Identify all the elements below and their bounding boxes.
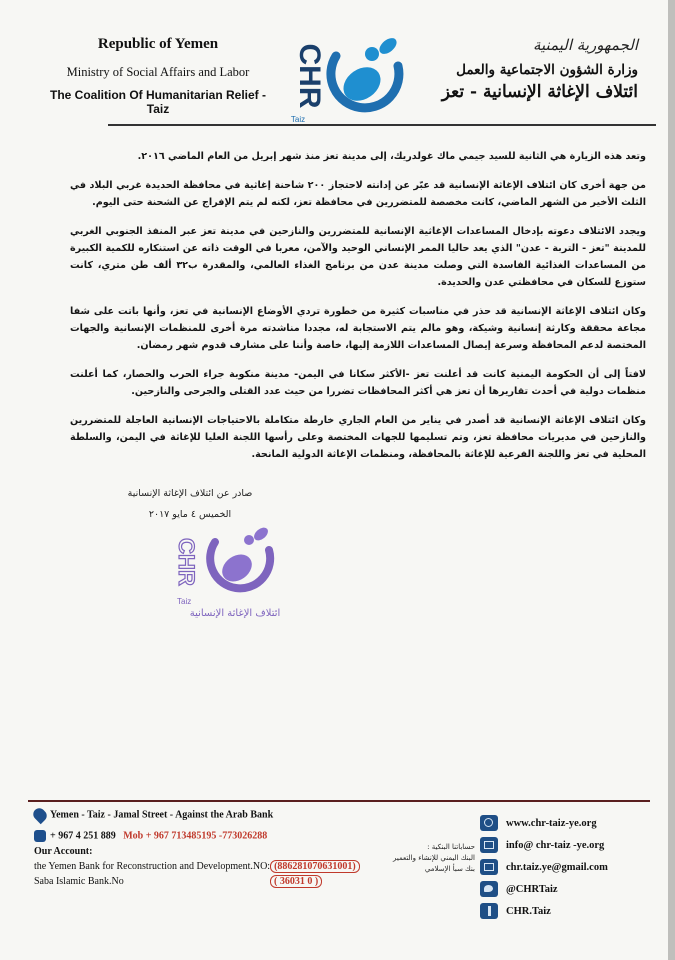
logo-subtext: Taiz	[290, 115, 306, 124]
facebook-handle[interactable]: CHR.Taiz	[506, 905, 551, 917]
location-pin-icon	[31, 806, 49, 824]
facebook-row[interactable]	[480, 900, 650, 922]
email-icon	[480, 859, 498, 875]
arabic-country-name: الجمهورية اليمنية	[532, 36, 638, 54]
signature-block	[120, 488, 260, 520]
arabic-bank-2: بنك سبأ الإسلامي	[424, 865, 475, 873]
paragraph: وتعد هذه الزيارة هي الثانية للسيد جيمي ماك غولدريك، إلى مدينة تعز منذ شهر إبريل من العام الماضي ٢٠١٦.	[137, 151, 646, 162]
english-letterhead	[38, 30, 278, 116]
globe-icon	[480, 815, 498, 831]
website-link[interactable]: www.chr-taiz-ye.org	[506, 817, 597, 829]
mobile-text: Mob + 967 713485195 -773026288	[123, 830, 268, 842]
issue-date: الخميس ٤ مايو ٢٠١٧	[148, 509, 232, 520]
phone-text: + 967 4 251 889	[50, 830, 116, 842]
arabic-accounts-title: حساباتنا البنكية :	[427, 843, 475, 851]
account-label: Our Account:	[34, 846, 93, 857]
twitter-row[interactable]	[480, 878, 650, 900]
saba-row-number	[270, 876, 322, 887]
email1-row[interactable]	[480, 834, 650, 856]
email2-row[interactable]	[480, 856, 650, 878]
issuer-line: صادر عن ائتلاف الإغاثة الإنسانية	[127, 488, 253, 499]
page-edge-shadow	[668, 0, 675, 960]
footer-divider	[28, 800, 650, 802]
phone-icon	[34, 830, 46, 842]
bank-account-number: (886281070631001)	[270, 860, 360, 873]
bank-row	[34, 861, 360, 872]
email-icon	[480, 837, 498, 853]
bank-name: the Yemen Bank for Reconstruction and Development.NO:	[34, 861, 271, 872]
arabic-ministry-name: وزارة الشؤون الاجتماعية والعمل	[456, 62, 638, 78]
saba-account-number: ( 36031 0 )	[270, 875, 322, 888]
email-link-2[interactable]: chr.taiz.ye@gmail.com	[506, 861, 608, 873]
email-link-1[interactable]: info@ chr-taiz -ye.org	[506, 839, 605, 851]
coalition-name: The Coalition Of Humanitarian Relief - Taiz	[49, 88, 267, 116]
arabic-letterhead	[388, 36, 638, 102]
logo-text: CHR	[293, 43, 326, 109]
paragraph: وكان ائتلاف الإغاثة الإنسانية قد حذر في مناسبات كثيرة من خطورة تردي الأوضاع الإنسانية في تعز، وأنها باتت على شفا مجاعة محققة وكارثة إنسانية وشيكة، وهو مالم يتم الاستجابة له، مجددا مناشدته مرة أخرى للمنظمات الإنسانية والجهات المختصة لدعم المحافظة وسرعة إيصال المساعدات اللازمة إليها، خاصة وأننا على مشارف قدوم شهر رمضان.	[70, 306, 646, 351]
footer-arabic-accounts	[355, 842, 475, 875]
facebook-icon	[480, 903, 498, 919]
address-row	[34, 808, 273, 822]
arabic-bank-1: البنك اليمني للإنشاء والتعمير	[393, 854, 475, 862]
paragraph: وكان ائتلاف الإغاثة الإنسانية قد أصدر في يناير من العام الجاري خارطة متكاملة بالاحتياجات الإنسانية العاجلة للمتضررين والنازحين في مديريات محافظة تعز، وتم تسليمها للجهات المختصة وعلى رأسها اللجنة العليا للإغاثة في اليمن، والسلطة المحلية في تعز واللجنة الفرعية للإغاثة بالمحافظة، ومنظمات الإغاثة الدولية المانحة.	[70, 415, 646, 460]
address-text: Yemen - Taiz - Jamal Street - Against the Arab Bank	[50, 809, 274, 821]
paragraph: لافتاً إلى أن الحكومة اليمنية كانت قد أعلنت تعز -الأكثر سكانا في اليمن- مدينة منكوبة جراء الحرب والحصار، كما أعلنت منظمات دولية في أحدث تقاريرها أن تعز هي أكثر المحافظات تضررا من حيث عدد القتلى والجرحى والنازحين.	[70, 369, 646, 397]
ministry-name: Ministry of Social Affairs and Labor	[66, 65, 250, 79]
paragraph: من جهة أخرى كان ائتلاف الإغاثة الإنسانية قد عبّر عن إدانته لاحتجاز ٢٠٠ شاحنة إغاثية في محافظة الحديدة غربي البلاد في الثلث الأخير من الشهر الماضي، كانت مخصصة للمتضررين في محافظة تعز، لكنه لم يتم الإفراج عن الشحنة حتى اليوم.	[70, 180, 646, 208]
header-divider	[108, 124, 656, 126]
paragraph: ويجدد الائتلاف دعوته بإدخال المساعدات الإغاثية الإنسانية للمتضررين والنازحين في مدينة تعز عبر المنفذ الجنوبي الغربي للمدينة "تعز - التربة - عدن" الذي يعد حاليا الممر الإنساني الوحيد والآمن، معربا في الوقت ذاته عن استنكاره للكمية الكبيرة من المساعدات الغذائية الفاسدة التي وصلت مدينة عدن من برنامج الغذاء العالمي، والمقدرة ب٣٢ ألف طن متري، كانت ستوزع للسكان في محافظتي عدن والحديدة.	[70, 226, 646, 288]
stamp-subtext: Taiz	[177, 597, 192, 606]
twitter-icon	[480, 881, 498, 897]
arabic-coalition-name: ائتلاف الإغاثة الإنسانية - تعز	[441, 82, 638, 102]
stamp-caption: ائتلاف الإغاثة الإنسانية	[189, 608, 281, 619]
country-name: Republic of Yemen	[97, 36, 219, 52]
official-stamp	[165, 520, 305, 620]
letter-body	[70, 148, 646, 475]
twitter-handle[interactable]: @CHRTaiz	[506, 883, 558, 895]
saba-row	[34, 876, 124, 887]
website-row[interactable]	[480, 812, 650, 834]
saba-bank-name: Saba Islamic Bank.No	[34, 876, 124, 887]
footer-online	[480, 812, 650, 922]
stamp-logo-text: CHR	[174, 538, 199, 586]
phone-row	[34, 830, 267, 842]
